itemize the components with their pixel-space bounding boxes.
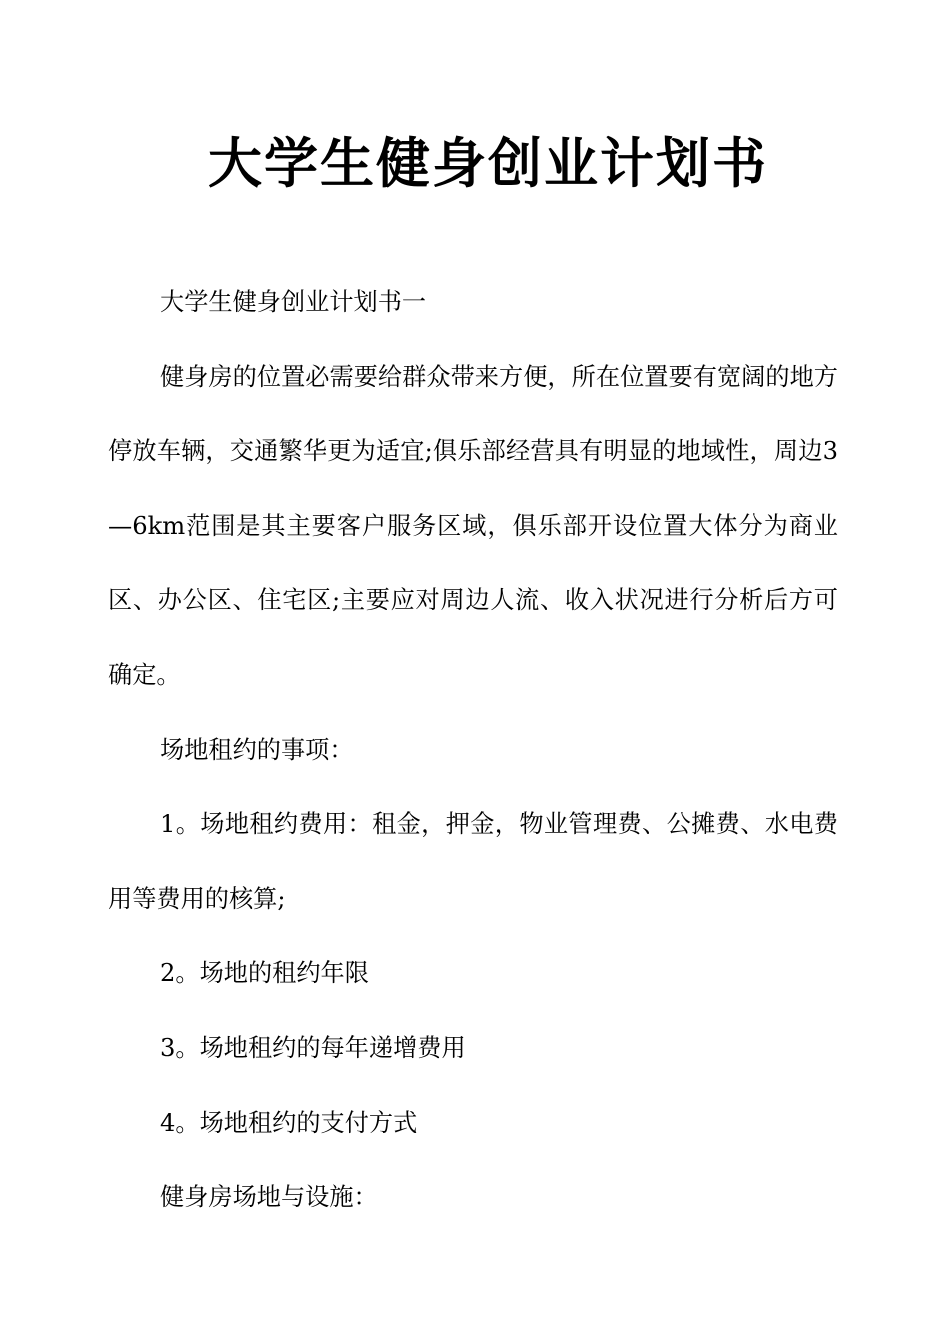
paragraph-lease-item-2: 2。场地的租约年限 [160,959,369,988]
document-title: 大学生健身创业计划书 [208,132,768,195]
paragraph-lease-matters-heading: 场地租约的事项： [160,735,354,764]
paragraph-section-heading: 大学生健身创业计划书一 [160,288,427,316]
paragraph-location: 健身房的位置必需要给群众带来方便，所在位置要有宽阔的地方停放车辆，交通繁华更为适宜;俱乐部经营具有明显的地域性，周边3—6km范围是其主要客户服务区域，俱乐部开设位置大体分为商业区、办公区、住宅区;主要应对周边人流、收入状况进行分析后方可确定。 [108,362,838,689]
document-body [108,265,838,1235]
paragraph-lease-item-3: 3。场地租约的每年递增费用 [160,1033,466,1062]
paragraph-facilities-heading: 健身房场地与设施： [160,1183,378,1212]
paragraph-lease-item-1: 1。场地租约费用：租金，押金，物业管理费、公摊费、水电费用等费用的核算; [108,810,838,913]
paragraph-lease-item-4: 4。场地租约的支付方式 [160,1108,418,1137]
